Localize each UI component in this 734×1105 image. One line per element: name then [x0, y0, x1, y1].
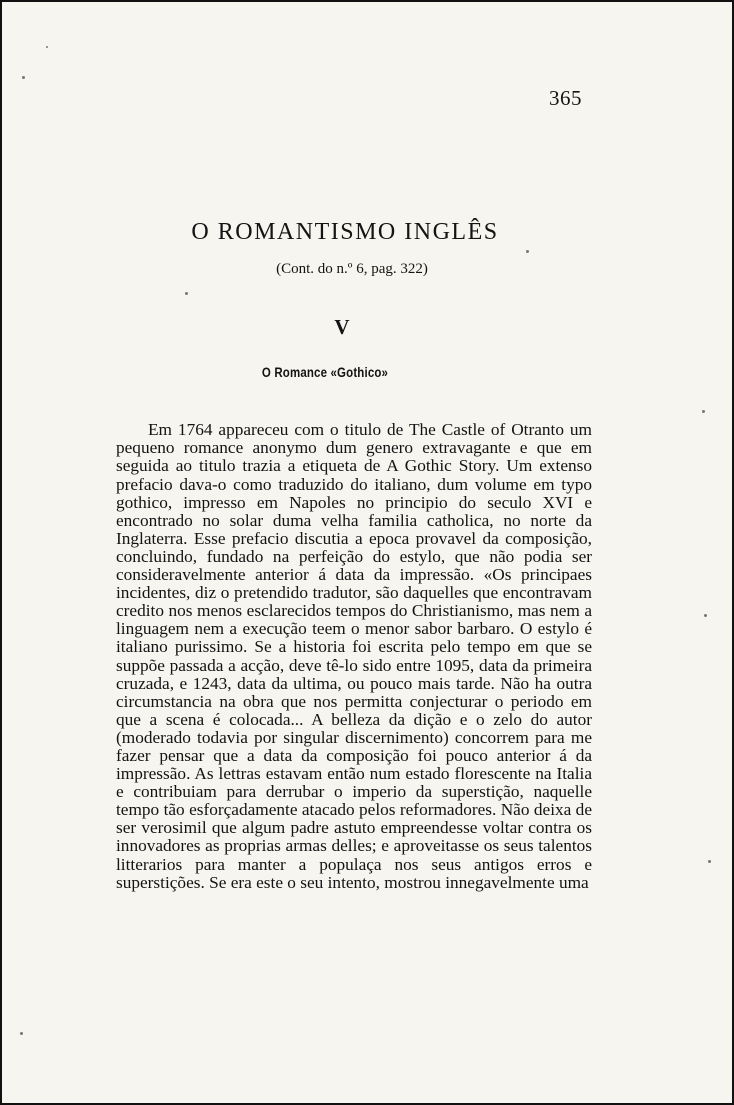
article-title: O ROMANTISMO INGLÊS — [191, 219, 499, 245]
page-speck — [185, 292, 188, 295]
page-speck — [702, 410, 705, 413]
page-number: 365 — [549, 86, 582, 110]
page-speck — [708, 860, 711, 863]
continuation-note: (Cont. do n.º 6, pag. 322) — [276, 261, 428, 277]
section-heading: O Romance «Gothico» — [261, 364, 389, 380]
page-speck — [46, 46, 48, 48]
body-paragraph: Em 1764 appareceu com o titulo de The Castle of Otranto um pequeno romance anonymo dum genero extravagante e que em seguida ao titulo trazia a etiqueta de A Gothic Story. Um extenso prefacio dava-o como traduzido do italiano, dum volume em typo gothico, impresso em Napoles no principio do seculo XVI e encontrado no solar duma velha familia catholica, no norte da Inglaterra. Esse prefacio discutia a epoca provavel da composição, concluindo, fundado na perfeição do estylo, que não podia ser consideravelmente anterior á data da impressão. «Os principaes incidentes, diz o pretendido tradutor, são daquelles que encontravam credito nos menos esclarecidos tempos do Christianismo, mas nem a linguagem nem a execução teem o menor sabor barbaro. O estylo é italiano purissimo. Se a historia foi escrita pelo tempo em que se suppõe passada a acção, deve tê-lo sido entre 1095, data da primeira cruzada, e 1243, data da ultima, ou pouco mais tarde. Não ha outra circumstancia na obra que nos permitta conjecturar o periodo em que a scena é colocada... A belleza da dição e o zelo do autor (moderado todavia por singular discernimento) concorrem para me fazer pensar que a data da composição foi pouco anterior á da impressão. As lettras estavam então num estado florescente na Italia e contribuiam para derrubar o imperio da superstição, naquelle tempo tão esforçadamente atacado pelos reformadores. Não deixa de ser verosimil que algum padre astuto empreendesse voltar contra os innovadores as proprias armas delles; e aproveitasse os seus talentos litterarios para manter a populaça nos seus antigos erros e superstições. Se era este o seu intento, mostrou innegavelmente uma — [116, 420, 592, 892]
page-speck — [22, 76, 25, 79]
page-speck — [526, 250, 529, 253]
page-speck — [704, 614, 707, 617]
page-speck — [20, 1032, 23, 1035]
section-numeral: V — [334, 315, 350, 339]
